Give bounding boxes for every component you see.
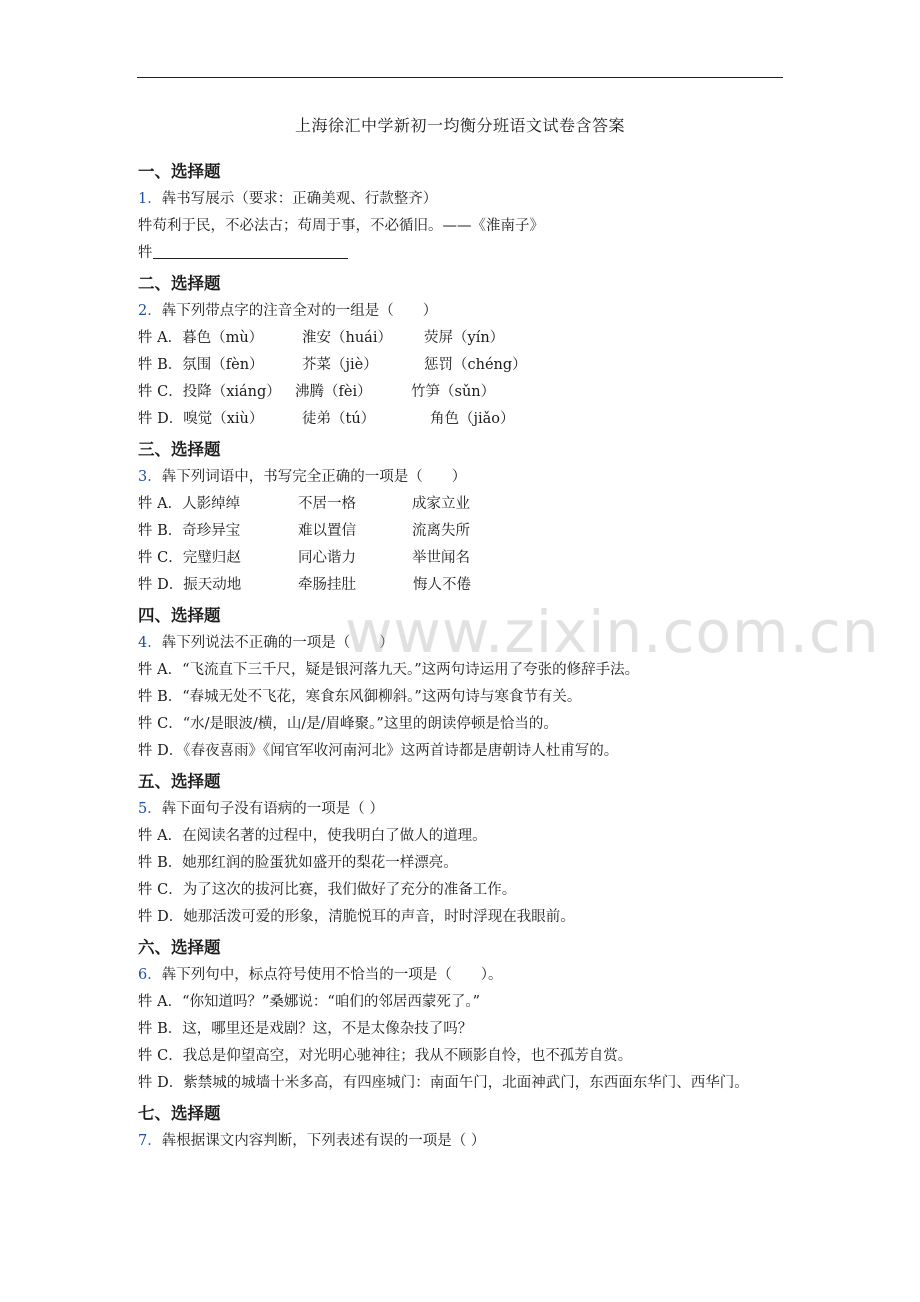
watermark: www.zixin.com.cn: [345, 598, 880, 666]
option-row: [138, 379, 783, 406]
option-c: 牪 C．为了这次的拔河比赛，我们做好了充分的准备工作。: [138, 882, 517, 899]
option-cell: 举世闻名: [412, 550, 470, 567]
quote-line: 牪苟利于民，不必法古；苟周于事，不必循旧。——《淮南子》: [138, 218, 544, 235]
option-a: 牪 A．“你知道吗？”桑娜说：“咱们的邻居西蒙死了。”: [138, 993, 480, 1010]
option-cell: 不居一格: [298, 495, 356, 512]
option-cell: 牵肠挂肚: [298, 577, 356, 594]
question-text: 犇书写展示（要求：正确美观、行款整齐）: [161, 191, 438, 207]
question-2: [138, 298, 783, 325]
option-cell: 淮安（huái）: [302, 329, 392, 346]
option-cell: 角色（jiǎo）: [430, 411, 515, 428]
question-text: 犇下列说法不正确的一项是（ ）: [161, 634, 394, 651]
question-text: 犇下列词语中，书写完全正确的一项是（ ）: [161, 468, 467, 485]
option-b: 牪 B．氛围（fèn）: [138, 357, 264, 374]
question-5: [138, 796, 783, 823]
option-row: [138, 491, 783, 518]
option-d: 牪 D．她那活泼可爱的形象，清脆悦耳的声音，时时浮现在我眼前。: [138, 909, 575, 926]
answer-line: [138, 240, 783, 267]
option-row: [138, 325, 783, 352]
header-rule: [137, 77, 783, 78]
question-text: 犇下列句中，标点符号使用不恰当的一项是（ ）。: [161, 966, 503, 983]
option-a: 牪 A．人影绰绰: [138, 495, 241, 512]
section-heading: 四、选择题: [138, 605, 221, 625]
option-d: 牪 D．《春夜喜雨》《闻官军收河南河北》这两首诗都是唐朝诗人杜甫写的。: [138, 743, 619, 760]
option-cell: 徒弟（tú）: [302, 411, 376, 428]
section-heading: 二、选择题: [138, 273, 221, 293]
option-c: 牪 C．投降（xiáng）: [138, 384, 281, 401]
option-row: [138, 352, 783, 379]
section-heading: 六、选择题: [138, 937, 221, 957]
answer-blank[interactable]: [153, 240, 348, 259]
option-row: [138, 572, 783, 599]
option-c: 牪 C．完璧归赵: [138, 550, 241, 567]
option-b: 牪 B．奇珍异宝: [138, 523, 241, 540]
option-row: [138, 406, 783, 433]
question-text: 犇下列带点字的注音全对的一组是（ ）: [161, 302, 438, 319]
option-d: 牪 D．振天动地: [138, 577, 242, 594]
question-1: [138, 186, 783, 213]
option-cell: 悔人不倦: [413, 577, 471, 594]
question-number: 6．: [138, 966, 162, 983]
section-heading: 三、选择题: [138, 439, 221, 459]
option-cell: 荧屏（yín）: [424, 329, 505, 346]
section-heading: 一、选择题: [138, 162, 221, 181]
option-b: 牪 B．这，哪里还是戏剧？这，不是太像杂技了吗？: [138, 1021, 473, 1038]
question-text: 犇下面句子没有语病的一项是（ ）: [161, 800, 384, 817]
question-number: 7．: [138, 1132, 162, 1149]
option-cell: 竹笋（sǔn）: [411, 384, 496, 401]
question-number: 5．: [138, 800, 162, 817]
question-number: 4．: [138, 634, 162, 651]
option-a: 牪 A．暮色（mù）: [138, 329, 264, 346]
exam-content: [138, 156, 783, 1155]
question-6: [138, 962, 783, 989]
section-heading: 五、选择题: [138, 771, 221, 791]
option-cell: 流离失所: [412, 523, 470, 540]
question-number: 1．: [138, 191, 162, 207]
option-cell: 沸腾（fèi）: [295, 384, 372, 401]
question-3: [138, 464, 783, 491]
option-d: 牪 D．紫禁城的城墙十米多高，有四座城门：南面午门，北面神武门，东西面东华门、西华门。: [138, 1075, 749, 1092]
question-number: 3．: [138, 468, 162, 485]
option-row: [138, 545, 783, 572]
question-4: [138, 630, 783, 657]
answer-prefix: 牪: [138, 245, 153, 262]
option-b: 牪 B．她那红润的脸蛋犹如盛开的梨花一样漂亮。: [138, 855, 458, 872]
option-cell: 芥菜（jiè）: [302, 357, 378, 374]
option-b: 牪 B．“春城无处不飞花，寒食东风御柳斜。”这两句诗与寒食节有关。: [138, 689, 582, 706]
option-c: 牪 C．我总是仰望高空，对光明心驰神往；我从不顾影自怜，也不孤芳自赏。: [138, 1048, 633, 1065]
section-heading: 七、选择题: [138, 1103, 221, 1123]
option-cell: 同心谐力: [298, 550, 356, 567]
option-c: 牪 C．“水/是眼波/横，山/是/眉峰聚。”这里的朗读停顿是恰当的。: [138, 716, 558, 733]
question-text: 犇根据课文内容判断，下列表述有误的一项是（ ）: [161, 1132, 486, 1149]
option-cell: 难以置信: [298, 523, 356, 540]
option-cell: 成家立业: [412, 495, 470, 512]
option-cell: 惩罚（chéng）: [424, 357, 527, 374]
document-title: 上海徐汇中学新初一均衡分班语文试卷含答案: [294, 116, 625, 135]
option-a: 牪 A．“飞流直下三千尺，疑是银河落九天。”这两句诗运用了夸张的修辞手法。: [138, 661, 640, 678]
question-number: 2．: [138, 302, 162, 319]
option-a: 牪 A．在阅读名著的过程中，使我明白了做人的道理。: [138, 827, 487, 844]
option-row: [138, 518, 783, 545]
option-d: 牪 D．嗅觉（xiù）: [138, 411, 264, 428]
question-7: [138, 1128, 783, 1155]
